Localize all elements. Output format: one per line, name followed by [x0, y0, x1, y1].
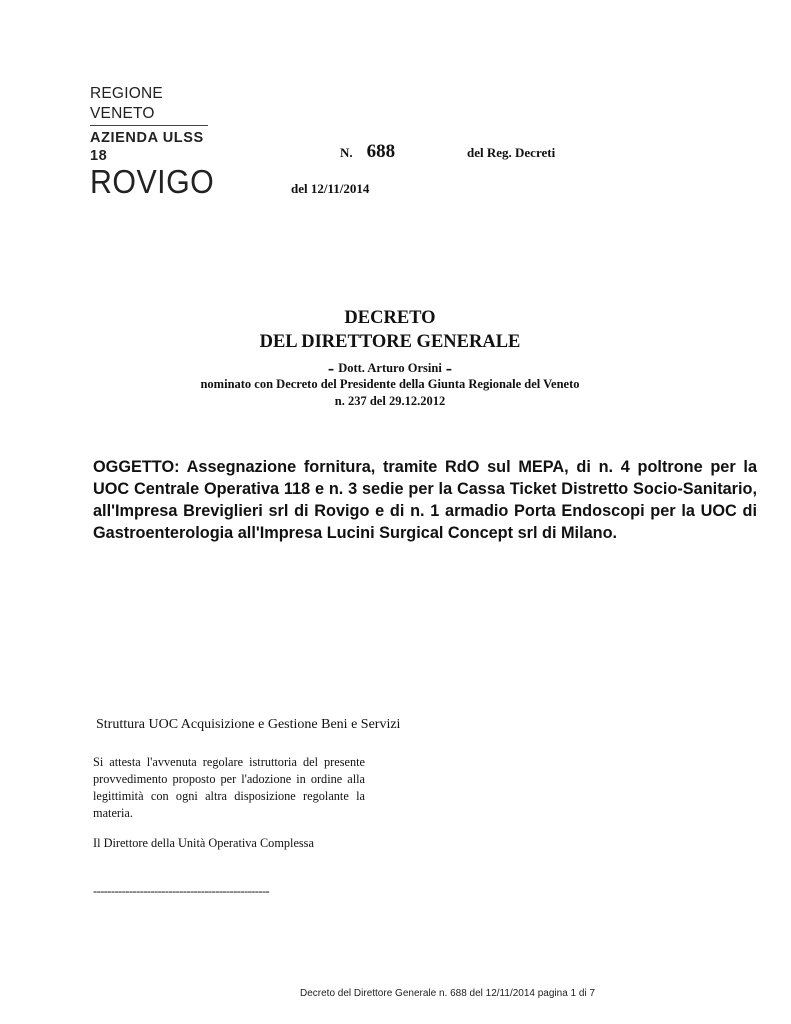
dash-left: -	[327, 358, 335, 379]
nomination-text: nominato con Decreto del Presidente della Giunta Regionale del Veneto	[200, 377, 580, 391]
reg-decreti-label: del Reg. Decreti	[467, 145, 556, 160]
nomination-ref: n. 237 del 29.12.2012	[334, 394, 446, 408]
number-value: 688	[366, 141, 396, 162]
logo-rule	[90, 125, 208, 126]
dash-right: -	[445, 358, 453, 379]
doc-subtitle: DEL DIRETTORE GENERALE	[259, 332, 521, 352]
number-label: N.	[340, 145, 353, 160]
director-uoc-label: Il Direttore della Unità Operativa Complessa	[93, 836, 314, 850]
subject-paragraph: OGGETTO: Assegnazione fornitura, tramite RdO sul MEPA, di n. 4 poltrone per la UOC Centrale Operativa 118 e n. 3 sedie per la Cassa Ticket Distretto Socio-Sanitario, all'Impresa Breviglieri srl di Rovigo e di n. 1 armadio Porta Endoscopi per la UOC di Gastroenterologia all'Impresa Lucini Surgical Concept srl di Milano.	[93, 458, 757, 542]
logo-region: REGIONE VENETO	[90, 85, 163, 122]
director-text: Dott. Arturo Orsini	[338, 361, 442, 375]
logo-city: ROVIGO	[90, 163, 215, 200]
doc-title: DECRETO	[344, 308, 436, 328]
decree-number	[340, 141, 395, 163]
decree-date: del 12/11/2014	[291, 181, 370, 196]
logo-azienda: AZIENDA ULSS 18	[90, 130, 204, 164]
page-footer: Decreto del Direttore Generale n. 688 del 12/11/2014 pagina 1 di 7	[300, 988, 596, 999]
struttura-label: Struttura UOC Acquisizione e Gestione Beni e Servizi	[96, 717, 401, 732]
ulss-logo	[90, 84, 215, 200]
attestation-paragraph: Si attesta l'avvenuta regolare istruttoria del presente provvedimento proposto per l'adozione in ordine alla legittimità con ogni altra disposizione regolante la materia.	[93, 755, 365, 820]
signature-line: -------------------------------------------------	[93, 884, 270, 898]
